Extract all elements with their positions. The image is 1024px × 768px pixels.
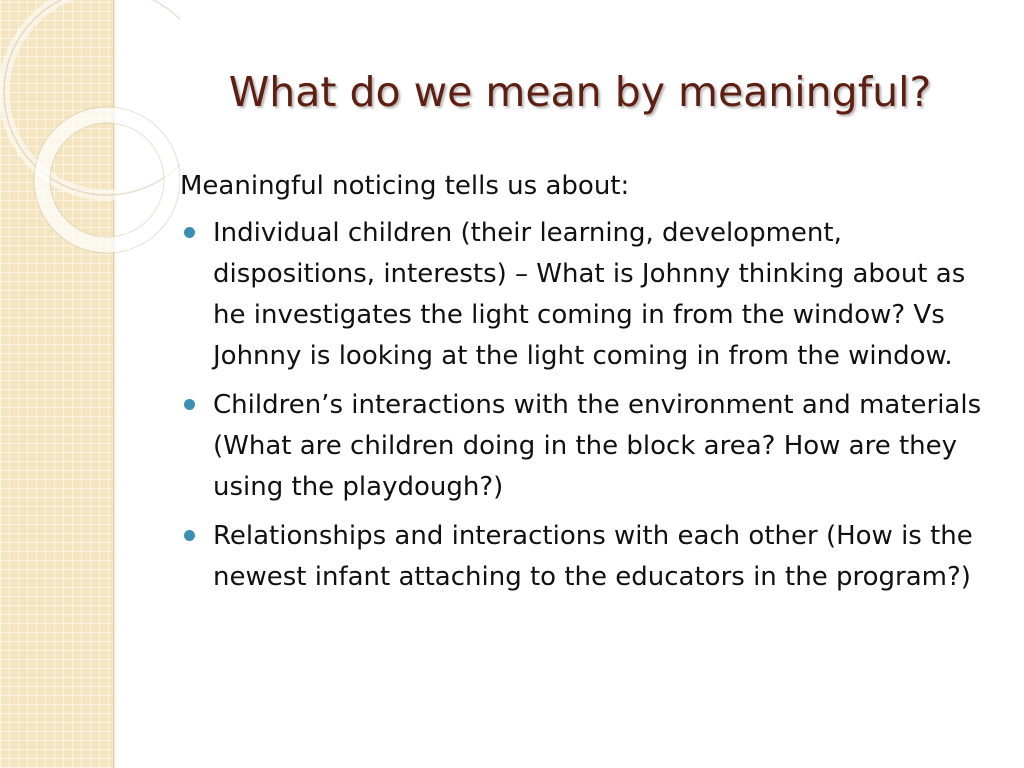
slide-title: What do we mean by meaningful? (228, 68, 932, 116)
list-item (180, 213, 995, 377)
bullet-text: Relationships and interactions with each other (How is the newest infant attaching to the educators in the program?) (213, 521, 973, 592)
ring-decoration (0, 0, 180, 260)
bullet-list (180, 213, 995, 598)
list-item (180, 516, 995, 598)
intro-text: Meaningful noticing tells us about: (180, 171, 630, 201)
bullet-dot-icon (184, 227, 195, 238)
slide-body (180, 166, 995, 606)
list-item (180, 385, 995, 508)
bullet-text: Children’s interactions with the environment and materials (What are children doing in the block area? How are they using the playdough?) (213, 390, 982, 502)
bullet-text: Individual children (their learning, development, dispositions, interests) – What is Johnny thinking about as he investigates the light coming in from the window? Vs Johnny is looking at the light coming in from the window. (213, 218, 966, 371)
bullet-dot-icon (184, 399, 195, 410)
bullet-dot-icon (184, 530, 195, 541)
